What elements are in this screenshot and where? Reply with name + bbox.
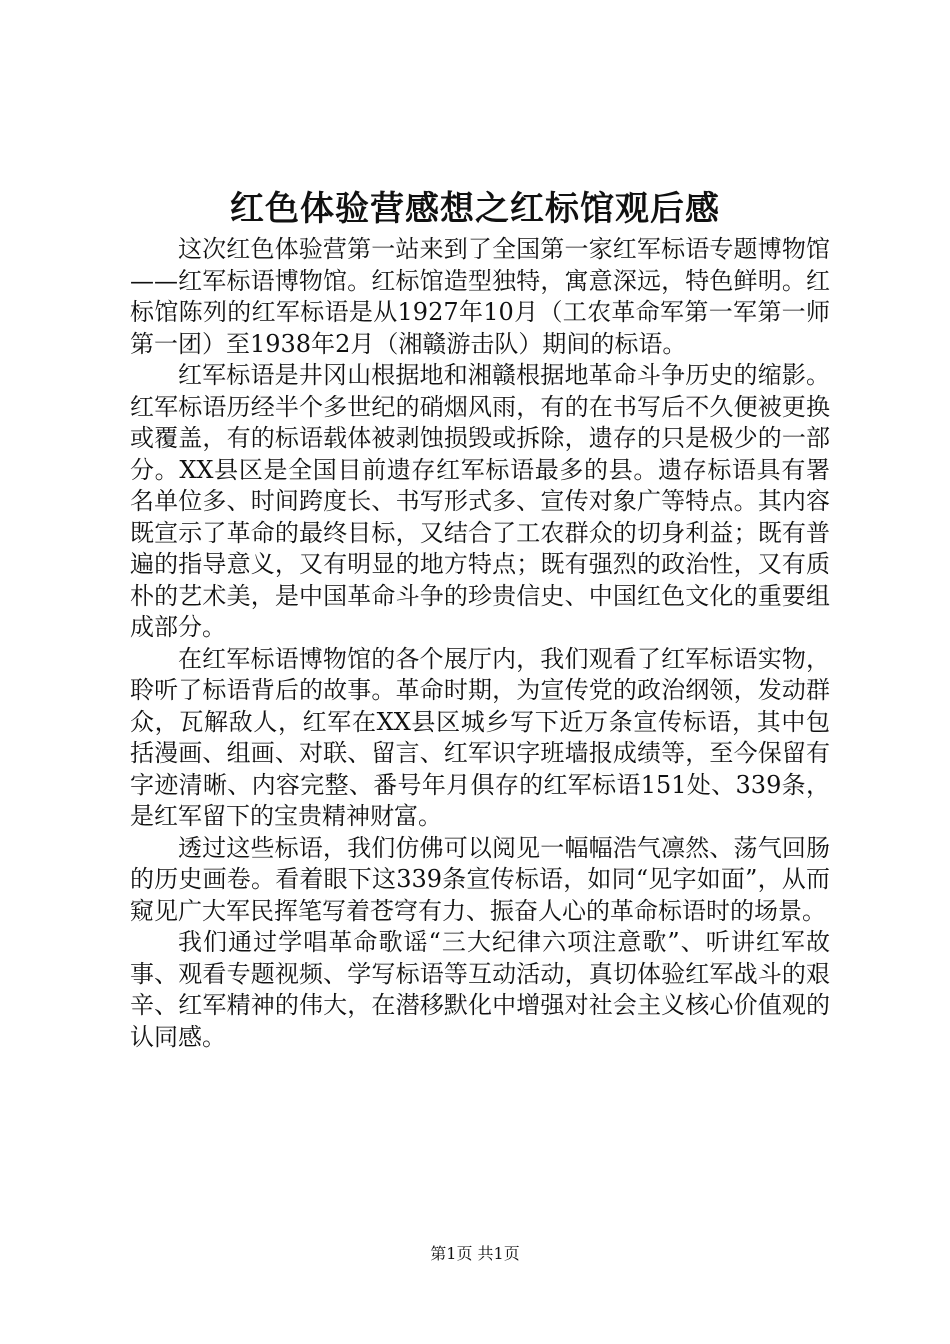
- paragraph: 我们通过学唱革命歌谣“三大纪律六项注意歌”、听讲红军故事、观看专题视频、学写标语等互动活动，真切体验红军战斗的艰辛、红军精神的伟大，在潜移默化中增强对社会主义核心价值观的认同感。: [130, 928, 830, 1051]
- paragraph: 透过这些标语，我们仿佛可以阅见一幅幅浩气凛然、荡气回肠的历史画卷。看着眼下这339条宣传标语，如同“见字如面”，从而窥见广大军民挥笔写着苍穹有力、振奋人心的革命标语时的场景。: [130, 833, 830, 925]
- paragraph: 红军标语是井冈山根据地和湘赣根据地革命斗争历史的缩影。红军标语历经半个多世纪的硝烟风雨，有的在书写后不久便被更换或覆盖，有的标语载体被剥蚀损毁或拆除，遗存的只是极少的一部分。XX县区是全国目前遗存红军标语最多的县。遗存标语具有署名单位多、时间跨度长、书写形式多、宣传对象广等特点。其内容既宣示了革命的最终目标，又结合了工农群众的切身利益；既有普遍的指导意义，又有明显的地方特点；既有强烈的政治性，又有质朴的艺术美，是中国革命斗争的珍贵信史、中国红色文化的重要组成部分。: [130, 361, 830, 641]
- paragraph: 这次红色体验营第一站来到了全国第一家红军标语专题博物馆——红军标语博物馆。红标馆造型独特，寓意深远，特色鲜明。红标馆陈列的红军标语是从1927年10月（工农革命军第一军第一师第一团）至1938年2月（湘赣游击队）期间的标语。: [130, 235, 830, 358]
- paragraph: 在红军标语博物馆的各个展厅内，我们观看了红军标语实物，聆听了标语背后的故事。革命时期，为宣传党的政治纲领，发动群众，瓦解敌人，红军在XX县区城乡写下近万条宣传标语，其中包括漫画、组画、对联、留言、红军识字班墙报成绩等，至今保留有字迹清晰、内容完整、番号年月俱存的红军标语151处、339条，是红军留下的宝贵精神财富。: [130, 644, 830, 830]
- document-body: [130, 234, 830, 1053]
- document-title: 红色体验营感想之红标馆观后感: [230, 189, 720, 229]
- page-number-footer: 第1页 共1页: [430, 1244, 520, 1263]
